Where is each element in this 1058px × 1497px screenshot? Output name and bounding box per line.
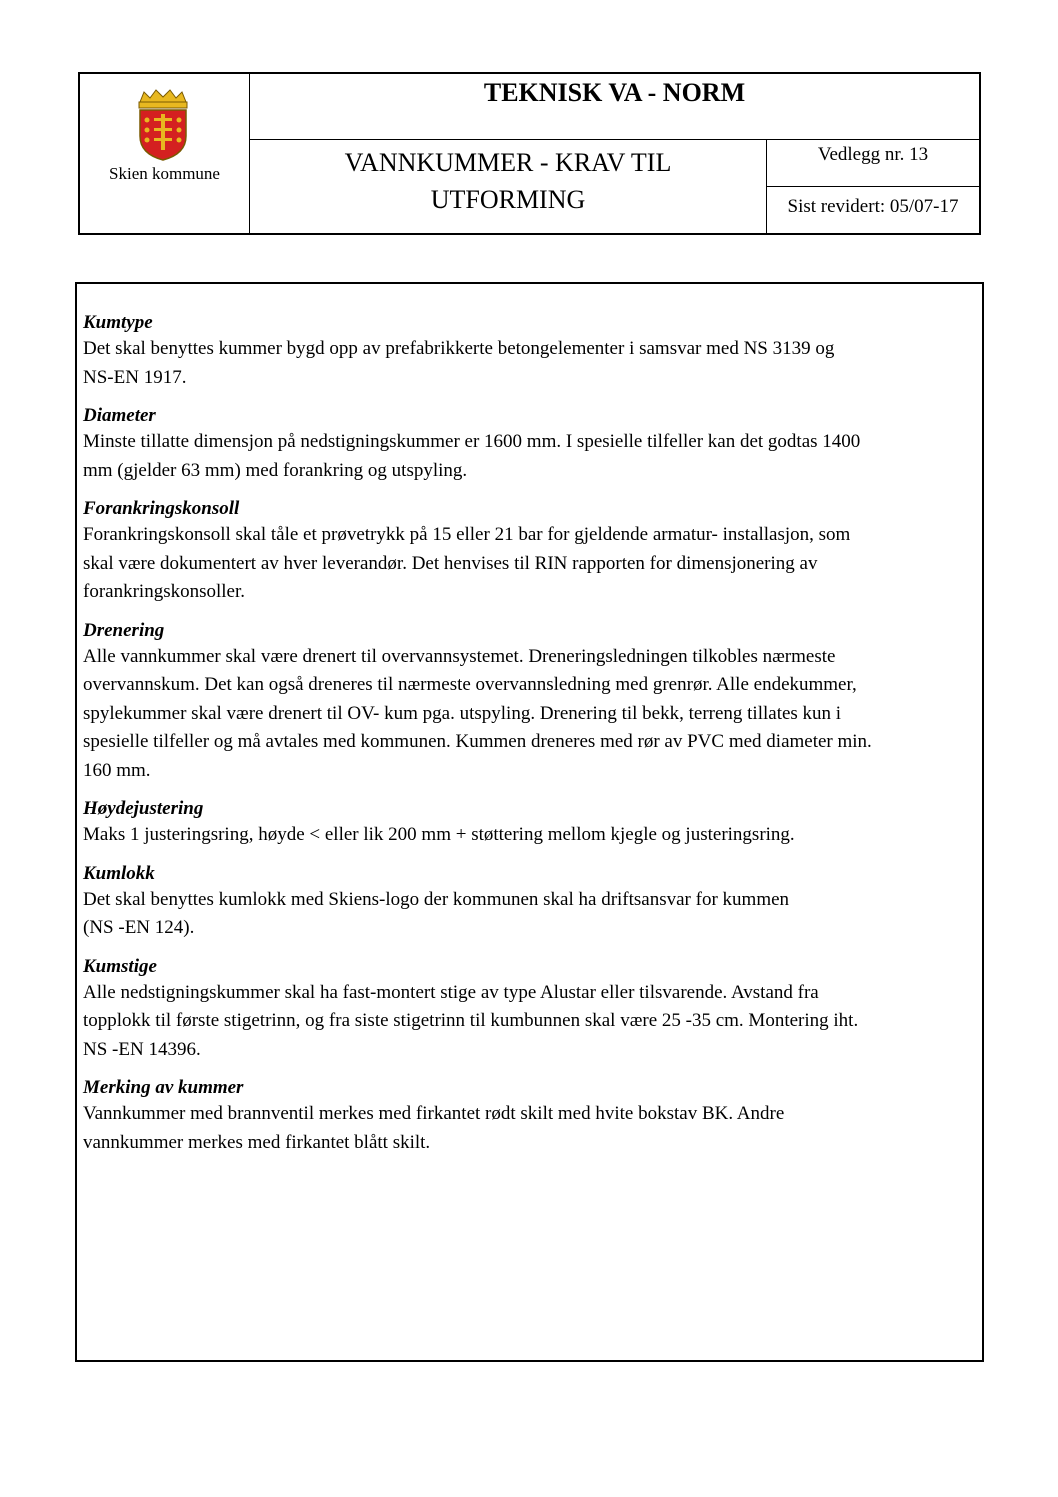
attachment-number: Vedlegg nr. 13 <box>767 140 979 187</box>
section-kumtype <box>83 311 972 392</box>
section-heading: Kumtype <box>83 312 153 333</box>
section-forankringskonsoll <box>83 497 972 607</box>
section-høydejustering <box>83 797 972 850</box>
section-heading: Drenering <box>83 619 165 641</box>
section-heading: Høydejustering <box>83 798 204 819</box>
section-diameter <box>83 404 972 485</box>
section-body: Forankringskonsoll skal tåle et prøvetrykk på 15 eller 21 bar for gjeldende armatur- installasjon, som skal være dokumentert av hver leverandør. Det henvises til RIN rapporten for dimensjonering av forankringskonsoller. <box>83 524 851 602</box>
section-heading: Kumstige <box>83 955 157 977</box>
section-kumlokk <box>83 862 972 943</box>
revised-date: Sist revidert: 05/07-17 <box>787 196 959 217</box>
logo-cell <box>80 74 250 233</box>
section-body: Minste tillatte dimensjon på nedstigningskummer er 1600 mm. I spesielle tilfeller kan det godtas 1400 mm (gjelder 63 mm) med forankring og utspyling. <box>83 431 861 481</box>
section-drenering <box>83 619 972 786</box>
document-header <box>78 72 981 235</box>
section-body: Det skal benyttes kummer bygd opp av prefabrikkerte betongelementer i samsvar med NS 3139 og NS-EN 1917. <box>83 338 835 388</box>
main-title: TEKNISK VA - NORM <box>483 78 746 107</box>
section-heading: Merking av kummer <box>83 1077 244 1098</box>
section-heading: Forankringskonsoll <box>83 498 240 519</box>
section-heading: Diameter <box>83 405 156 426</box>
section-body: Alle nedstigningskummer skal ha fast-montert stige av type Alustar eller tilsvarende. Avstand fra topplokk til første stigetrinn, og fra siste stigetrinn til kumbunnen skal være 25 -35 cm. Montering iht. NS -EN 14396. <box>83 981 859 1060</box>
section-body: Det skal benyttes kumlokk med Skiens-logo der kommunen skal ha driftsansvar for kummen (NS -EN 124). <box>83 888 790 938</box>
content-box <box>75 282 984 1362</box>
section-kumstige <box>83 955 972 1065</box>
section-merking-av-kummer <box>83 1076 972 1157</box>
sub-title: VANNKUMMER - KRAV TIL UTFORMING <box>344 148 672 214</box>
section-body: Maks 1 justeringsring, høyde < eller lik 200 mm + støttering mellom kjegle og justeringsring. <box>83 824 795 845</box>
main-title-cell <box>250 74 979 140</box>
section-body: Vannkummer med brannventil merkes med firkantet rødt skilt med hvite bokstav BK. Andre vannkummer merkes med firkantet blått skilt. <box>83 1103 785 1153</box>
org-name: Skien kommune <box>109 164 220 183</box>
sub-title-cell <box>250 140 767 233</box>
skien-coat-of-arms-icon <box>134 88 192 162</box>
section-heading: Kumlokk <box>83 862 155 884</box>
section-body: Alle vannkummer skal være drenert til overvannsystemet. Dreneringsledningen tilkobles nærmeste overvannskum. Det kan også dreneres til nærmeste overvannsledning med grenrør. Alle endekummer, spylekummer skal være drenert til OV- kum pga. utspyling. Drenering til bekk, terreng tillates kun i spesielle tilfeller og må avtales med kommunen. Kummen dreneres med rør av PVC med diameter min. 160 mm. <box>83 645 872 781</box>
